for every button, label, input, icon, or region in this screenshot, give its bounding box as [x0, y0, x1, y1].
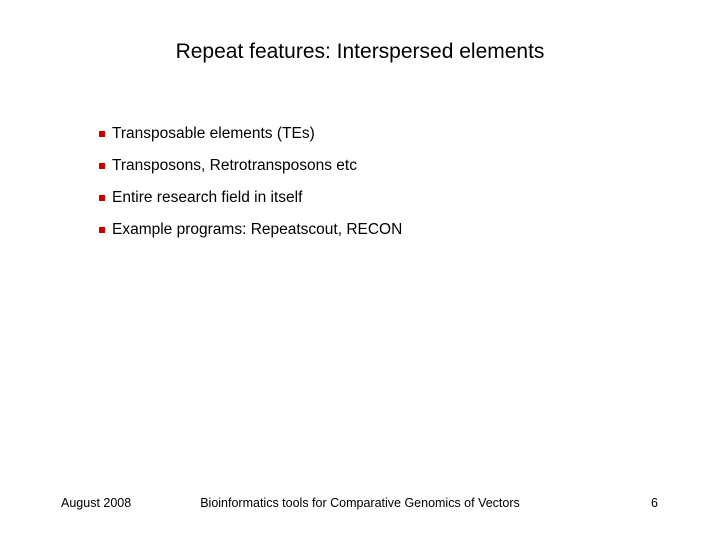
- square-bullet-icon: [99, 163, 105, 169]
- footer-presentation-title: [0, 494, 720, 512]
- page-number: 6: [651, 496, 658, 510]
- square-bullet-icon: [99, 195, 105, 201]
- bullet-text: Example programs: Repeatscout, RECON: [112, 221, 403, 238]
- bullet-text: Transposons, Retrotransposons etc: [112, 157, 357, 174]
- footer-date: August 2008: [61, 496, 132, 510]
- bullet-text: Transposable elements (TEs): [112, 125, 315, 142]
- square-bullet-icon: [99, 131, 105, 137]
- bullet-text: Entire research field in itself: [112, 189, 303, 206]
- square-bullet-icon: [99, 227, 105, 233]
- footer-presentation-title-text: Bioinformatics tools for Comparative Genomics of Vectors: [200, 496, 520, 510]
- slide-title: Repeat features: Interspersed elements: [175, 40, 545, 63]
